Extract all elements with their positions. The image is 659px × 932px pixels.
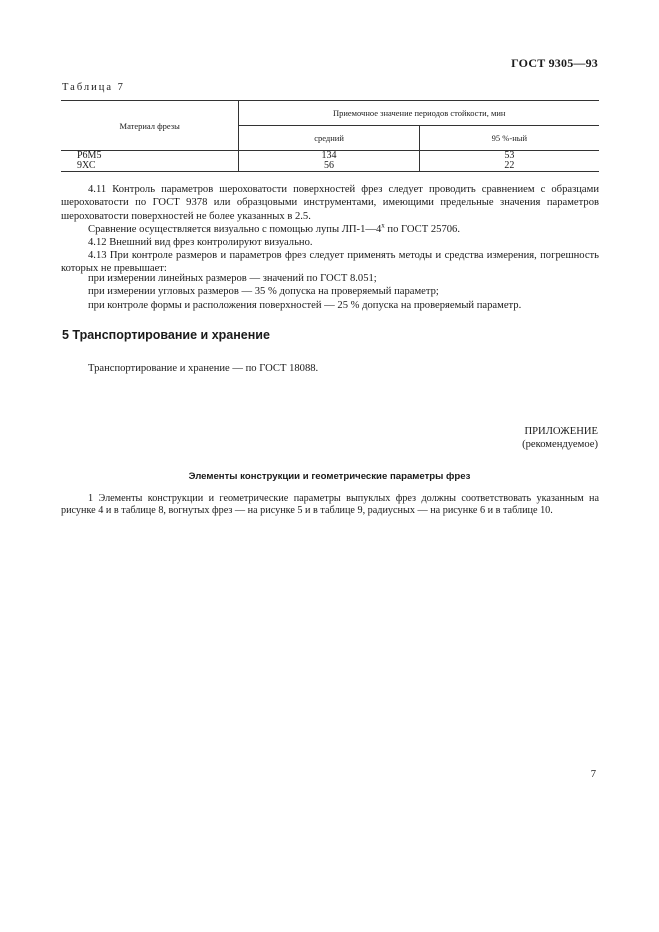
paragraph-4-11: 4.11 Контроль параметров шероховатости поверхностей фрез следует проводить сравнением с образцами шероховатости по ГОСТ 9378 или образцовыми инструментами, имеющими предельные значения параметров шероховатости поверхностей не более указанных в 2.5.	[61, 184, 599, 222]
paragraph-4-13: 4.13 При контроле размеров и параметров фрез следует применять методы и средства измерения, погрешность которых не превышает:	[61, 250, 599, 275]
document-header: ГОСТ 9305—93	[511, 56, 598, 70]
table-7	[61, 100, 599, 172]
cell-95: 53	[419, 151, 599, 162]
list-item-linear: при измерении линейных размеров — значений по ГОСТ 8.051;	[88, 273, 377, 284]
cell-avg: 134	[239, 151, 419, 162]
header-material: Материал фрезы	[61, 101, 239, 151]
paragraph-comparison: Сравнение осуществляется визуально с помощью лупы $ЛП-1—4^х$ по ГОСТ 25706.	[88, 221, 460, 235]
table-row	[61, 161, 599, 172]
appendix-note: (рекомендуемое)	[522, 439, 598, 450]
header-group: Приемочное значение периодов стойкости, мин	[239, 101, 599, 126]
appendix-paragraph-1: 1 Элементы конструкции и геометрические параметры выпуклых фрез должны соответствовать указанным на рисунке 4 и в таблице 8, вогнутых фрез — на рисунке 5 и в таблице 9, радиусных — на рисунке 6 и в таблице 10.	[61, 493, 599, 517]
list-item-angular: при измерении угловых размеров — 35 % допуска на проверяемый параметр;	[88, 286, 439, 297]
header-95: 95 %-ный	[419, 126, 599, 151]
table-caption: Таблица 7	[62, 82, 125, 93]
page-number: 7	[590, 769, 596, 780]
appendix-title: Элементы конструкции и геометрические параметры фрез	[188, 471, 471, 482]
header-avg: средний	[239, 126, 419, 151]
section-5-text: Транспортирование и хранение — по ГОСТ 18088.	[88, 363, 319, 374]
appendix-label: ПРИЛОЖЕНИЕ	[524, 426, 598, 437]
section-5-title: 5 Транспортирование и хранение	[62, 328, 270, 342]
cell-95: 22	[419, 161, 599, 172]
cell-material: Р6М5	[77, 150, 102, 161]
list-item-form: при контроле формы и расположения поверхностей — 25 % допуска на проверяемый параметр.	[88, 300, 522, 311]
cell-material: 9ХС	[61, 161, 239, 172]
cell-avg: 56	[239, 161, 419, 172]
paragraph-4-12: 4.12 Внешний вид фрез контролируют визуально.	[88, 237, 313, 248]
